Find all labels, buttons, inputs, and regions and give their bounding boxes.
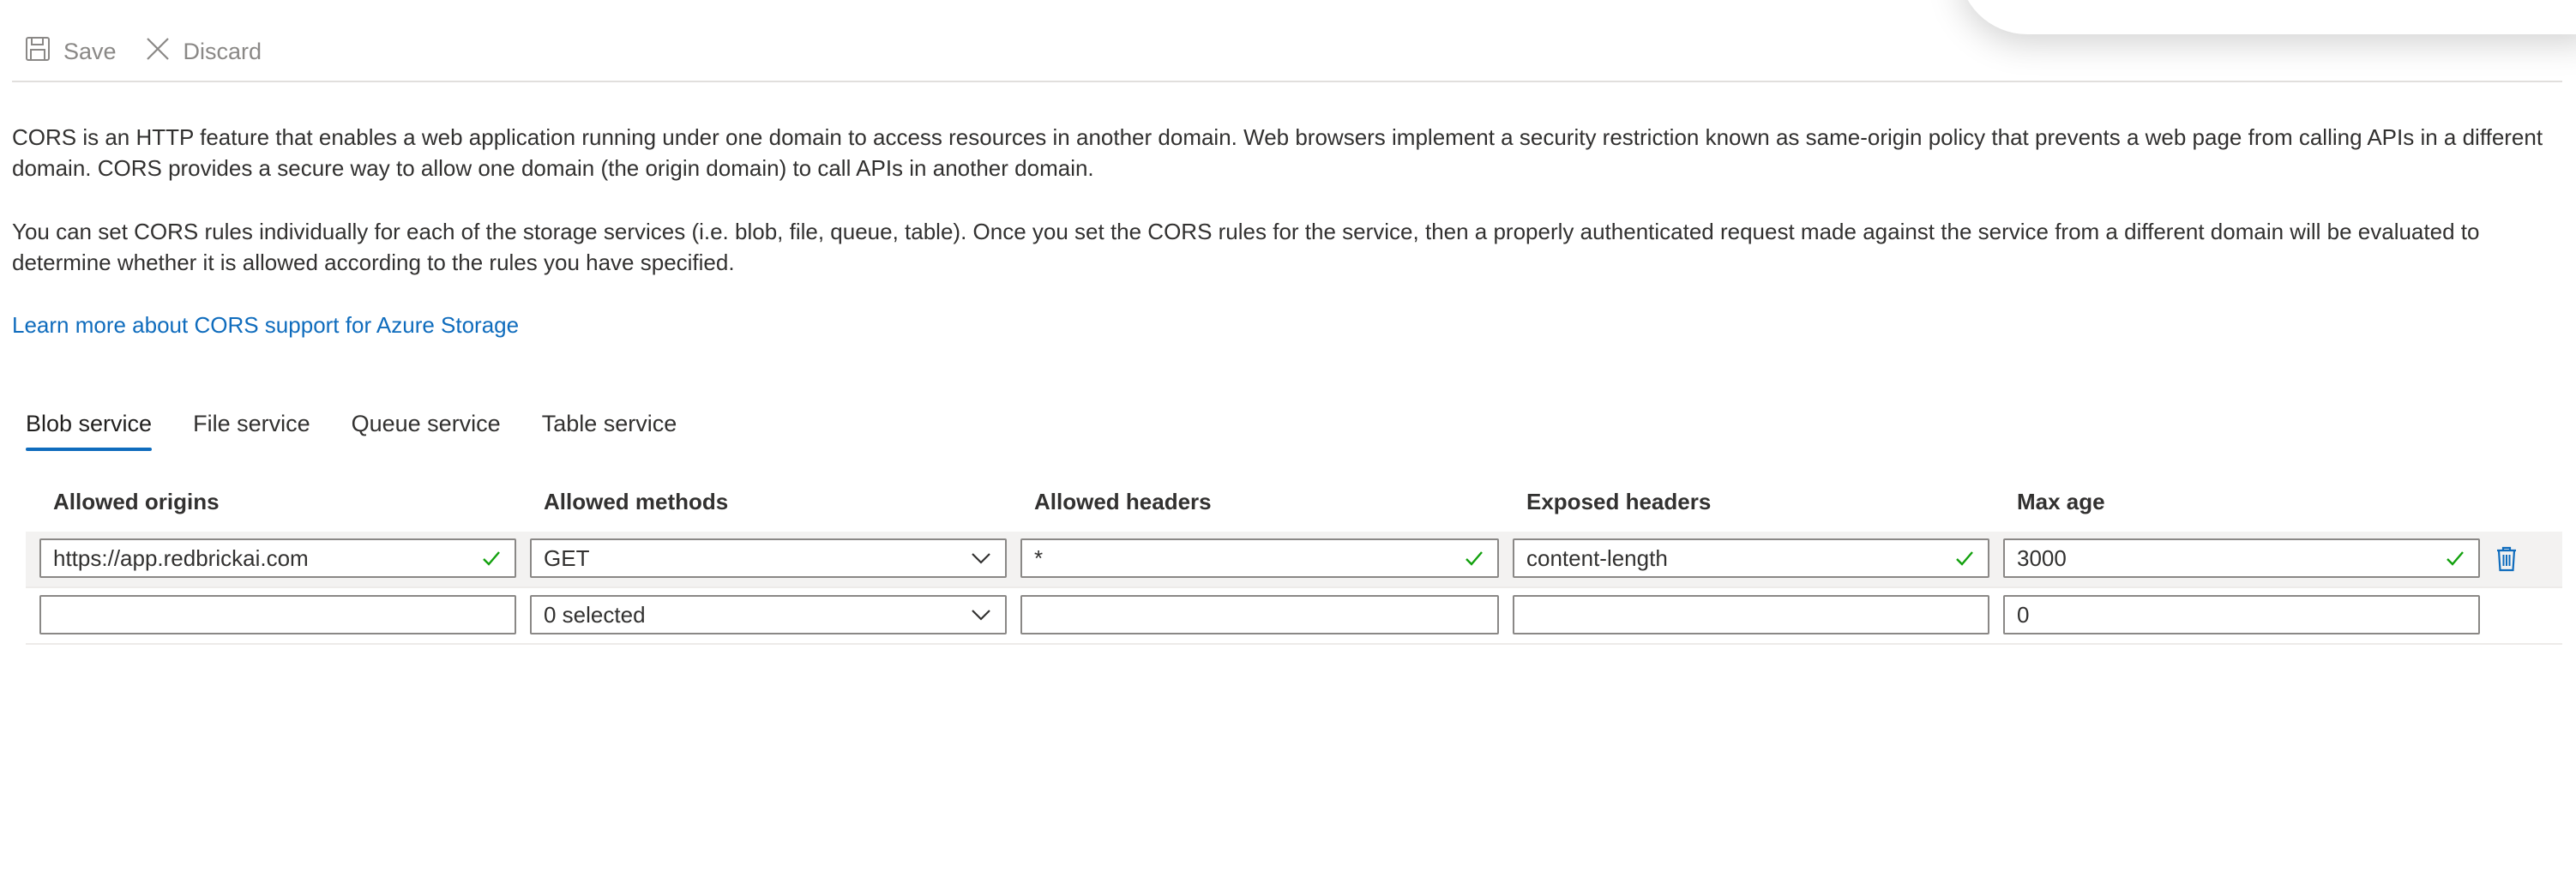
toolbar-divider	[12, 81, 2562, 82]
cors-rules-description: You can set CORS rules individually for each of the storage services (i.e. blob, file, queue, table). Once you set the CORS rules for the service, then a properly authenticated request made against the service from a different domain will be evaluated to determine whether it is allowed according to the rules you have specified.	[12, 219, 2480, 275]
tab-blob-service[interactable]: Blob service	[26, 403, 152, 451]
table-row	[26, 532, 2562, 588]
allowed-methods-dropdown[interactable]	[530, 595, 1007, 634]
save-label: Save	[63, 38, 117, 64]
column-header-allowed-origins: Allowed origins	[53, 489, 220, 514]
learn-more-link[interactable]: Learn more about CORS support for Azure Storage	[12, 312, 520, 338]
max-age-value: 0	[2017, 601, 2030, 628]
save-icon	[24, 35, 63, 69]
tab-table-service[interactable]: Table service	[541, 411, 677, 436]
allowed-headers-input[interactable]	[1020, 538, 1499, 578]
exposed-headers-value: content-length	[1526, 544, 1668, 571]
checkmark-icon	[480, 547, 503, 569]
allowed-origins-input[interactable]	[39, 595, 516, 634]
cors-rules-table	[26, 480, 2562, 645]
table-header	[26, 480, 2562, 532]
column-header-allowed-methods: Allowed methods	[544, 489, 729, 514]
allowed-origins-value: https://app.redbrickai.com	[53, 544, 309, 571]
column-header-allowed-headers: Allowed headers	[1034, 489, 1212, 514]
allowed-headers-input[interactable]	[1020, 595, 1499, 634]
table-row	[26, 588, 2562, 645]
tab-queue-service[interactable]: Queue service	[351, 411, 501, 436]
column-header-exposed-headers: Exposed headers	[1526, 489, 1712, 514]
chevron-down-icon	[969, 546, 993, 570]
max-age-input[interactable]	[2003, 538, 2480, 578]
max-age-input[interactable]	[2003, 595, 2480, 634]
close-icon	[144, 35, 184, 69]
service-tabs	[26, 403, 718, 451]
allowed-methods-value: GET	[544, 544, 590, 571]
discard-button[interactable]	[144, 33, 274, 70]
max-age-value: 3000	[2017, 544, 2067, 571]
allowed-methods-value: 0 selected	[544, 601, 646, 628]
discard-label: Discard	[183, 38, 262, 64]
allowed-methods-dropdown[interactable]	[530, 538, 1007, 578]
checkmark-icon	[1463, 547, 1485, 569]
trash-icon[interactable]	[2494, 545, 2519, 573]
chevron-down-icon	[969, 603, 993, 627]
command-bar	[24, 33, 289, 70]
allowed-origins-input[interactable]	[39, 538, 516, 578]
save-button[interactable]	[24, 33, 129, 70]
column-header-max-age: Max age	[2017, 489, 2105, 514]
allowed-headers-value: *	[1034, 544, 1044, 571]
exposed-headers-input[interactable]	[1513, 538, 1989, 578]
checkmark-icon	[2444, 547, 2466, 569]
cors-description: CORS is an HTTP feature that enables a web application running under one domain to access resources in another domain. Web browsers implement a security restriction known as same-origin policy that prevents a web page from calling APIs in a different domain. CORS provides a secure way to allow one domain (the origin domain) to call APIs in another domain.	[12, 124, 2543, 181]
panel-shadow	[1959, 0, 2576, 34]
tab-file-service[interactable]: File service	[193, 411, 310, 436]
checkmark-icon	[1953, 547, 1976, 569]
exposed-headers-input[interactable]	[1513, 595, 1989, 634]
